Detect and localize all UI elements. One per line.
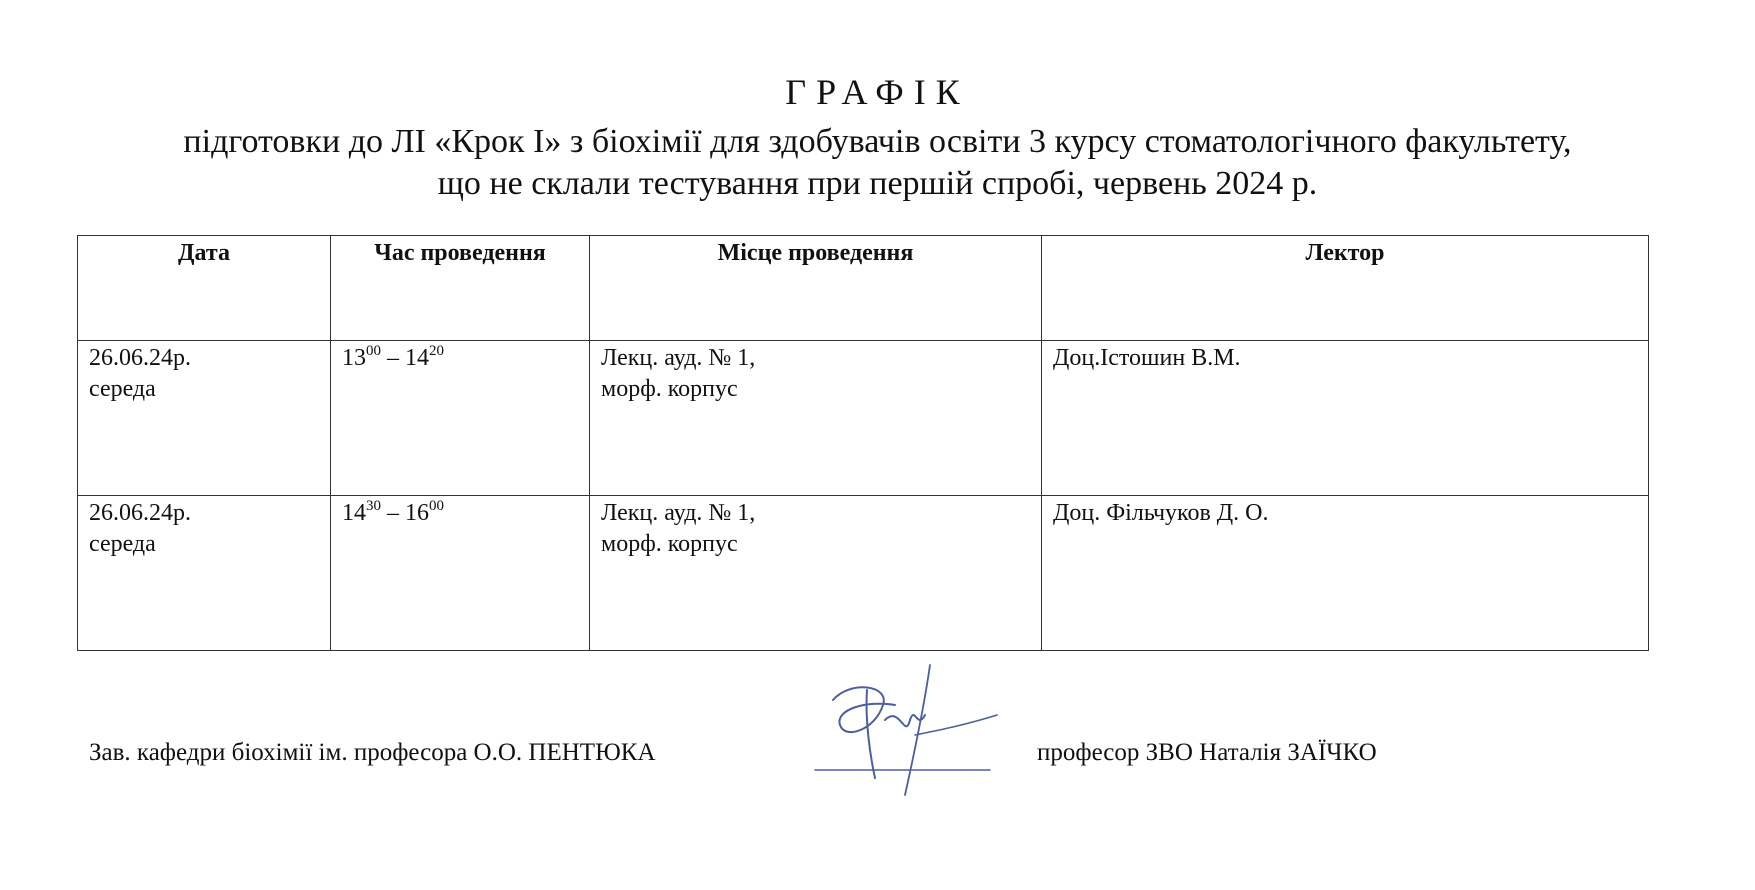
table-row — [78, 496, 1649, 651]
date-value: 26.06.24р. — [89, 345, 191, 371]
header-lecturer: Лектор — [1042, 236, 1649, 341]
time-start-min: 30 — [366, 498, 381, 514]
document-title: ГРАФІК — [785, 72, 970, 112]
lecturer-value: Доц. Фільчуков Д. О. — [1053, 500, 1269, 526]
date-value: 26.06.24р. — [89, 500, 191, 526]
signatory-position: Зав. кафедри біохімії ім. професора О.О. ПЕНТЮКА — [89, 739, 656, 766]
time-end-hour: 16 — [405, 500, 429, 526]
weekday-value: середа — [89, 531, 156, 557]
place-line1: Лекц. ауд. № 1, — [601, 500, 756, 526]
date-cell — [78, 341, 331, 496]
signatory-name: професор ЗВО Наталія ЗАЇЧКО — [1037, 739, 1377, 766]
signature-strokes — [815, 665, 997, 795]
time-start-min: 00 — [366, 343, 381, 359]
time-cell — [331, 496, 590, 651]
date-cell — [78, 496, 331, 651]
weekday-value: середа — [89, 376, 156, 402]
place-line2: морф. корпус — [601, 376, 738, 402]
time-end-min: 00 — [429, 498, 444, 514]
table-header-row — [78, 236, 1649, 341]
table-row — [78, 341, 1649, 496]
header-place: Місце проведення — [590, 236, 1042, 341]
time-start-hour: 14 — [342, 500, 366, 526]
time-end-hour: 14 — [405, 345, 429, 371]
place-line1: Лекц. ауд. № 1, — [601, 345, 756, 371]
schedule-table — [77, 235, 1649, 651]
place-line2: морф. корпус — [601, 531, 738, 557]
place-cell — [590, 341, 1042, 496]
time-cell — [331, 341, 590, 496]
header-date: Дата — [78, 236, 331, 341]
time-end-min: 20 — [429, 343, 444, 359]
lecturer-cell — [1042, 496, 1649, 651]
place-cell — [590, 496, 1042, 651]
lecturer-cell — [1042, 341, 1649, 496]
header-time: Час проведення — [331, 236, 590, 341]
handwritten-signature — [805, 660, 1005, 800]
time-dash: – — [381, 345, 405, 371]
document-subtitle-line1: підготовки до ЛІ «Крок І» з біохімії для здобувачів освіти 3 курсу стоматологічного факультету, — [183, 123, 1572, 160]
document-subtitle-line2: що не склали тестування при першій спробі, червень 2024 р. — [437, 165, 1318, 202]
lecturer-value: Доц.Істошин В.М. — [1053, 345, 1241, 371]
time-start-hour: 13 — [342, 345, 366, 371]
time-dash: – — [381, 500, 405, 526]
